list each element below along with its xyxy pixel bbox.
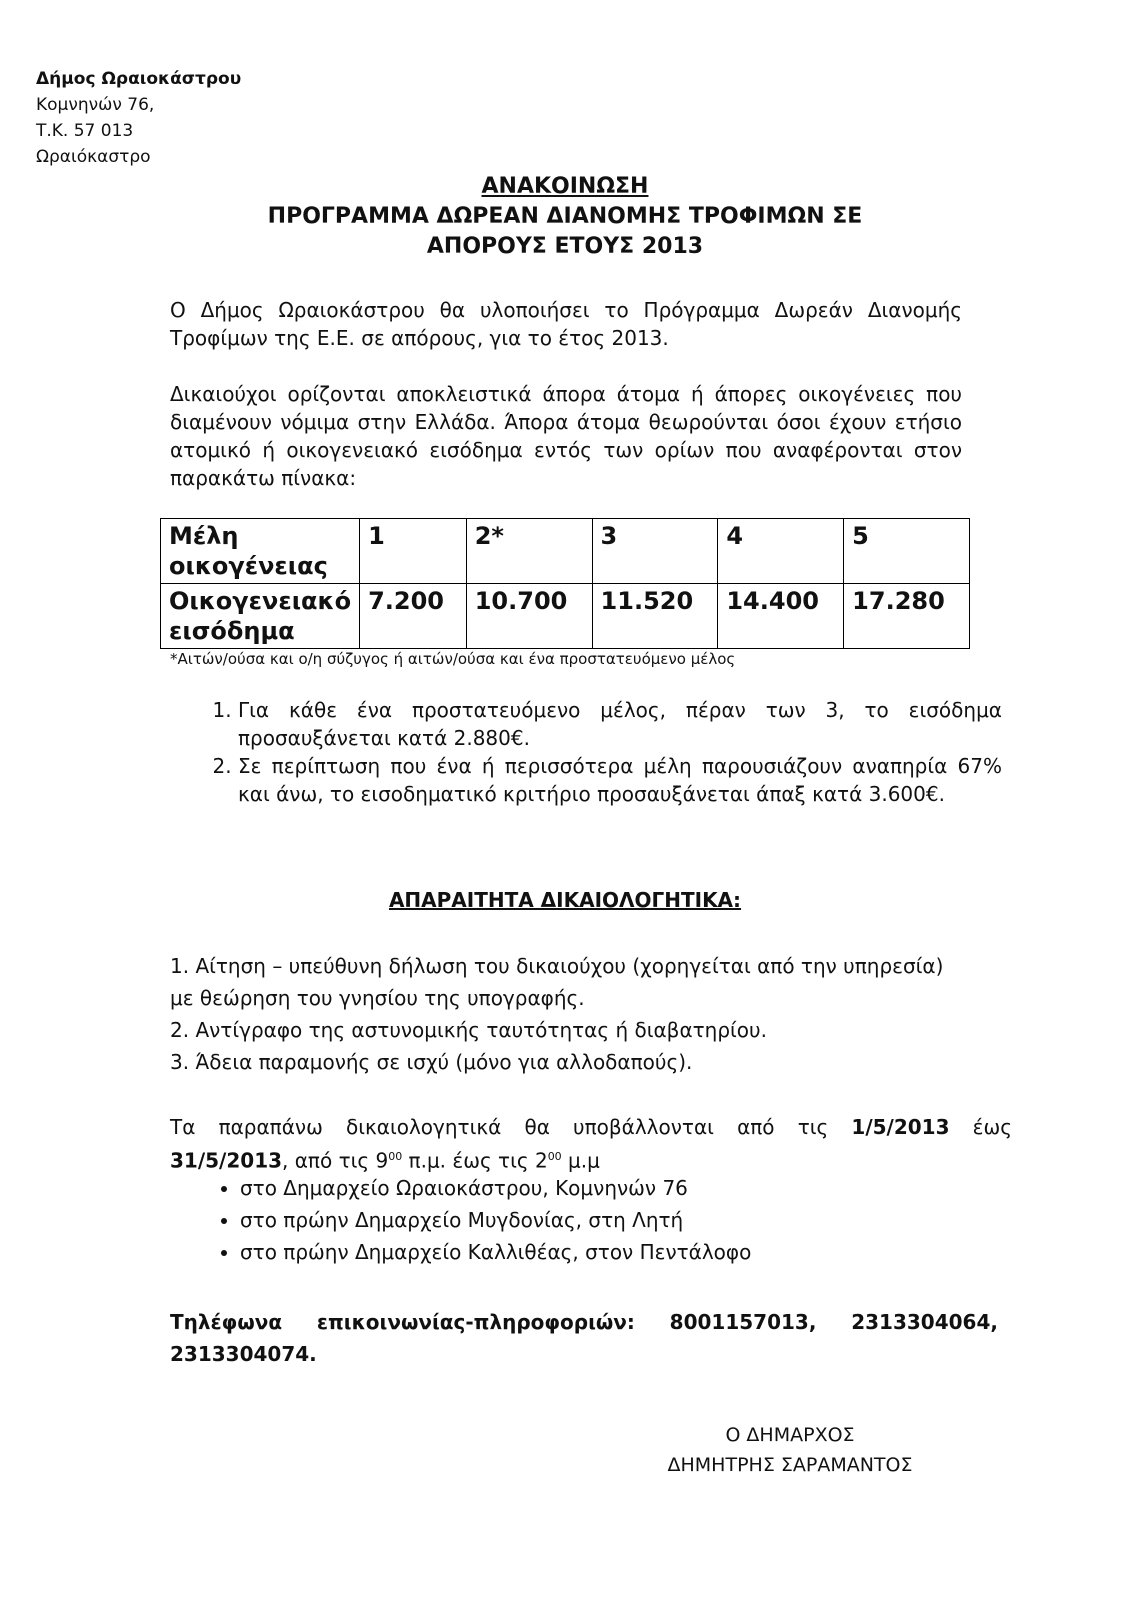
table-footnote: *Αιτών/ούσα και ο/η σύζυγος ή αιτών/ούσα και ένα προστατευόμενο μέλος: [170, 650, 736, 668]
word: από: [737, 1115, 775, 1139]
requirements-list: [170, 950, 970, 1078]
sender-block: [36, 66, 241, 170]
superscript: 00: [547, 1150, 562, 1163]
sender-city: Ωραιόκαστρο: [36, 147, 151, 167]
list-item: • στο πρώην Δημαρχείο Καλλιθέας, στον Πεντάλοφο: [240, 1236, 751, 1268]
notes-list: [200, 696, 1002, 808]
signature-block: [600, 1420, 980, 1480]
text-span: μ.μ: [561, 1148, 600, 1173]
text-span: , από τις 9: [282, 1148, 389, 1173]
sender-street: Κομνηνών 76,: [36, 95, 155, 115]
income-cell: 10.700: [466, 584, 592, 649]
contacts-label: Τηλέφωνα: [170, 1310, 283, 1334]
members-cell: 2*: [466, 519, 592, 584]
places-list: [206, 1172, 751, 1268]
intro-paragraph: Ο Δήμος Ωραιοκάστρου θα υλοποιήσει το Πρόγραμμα Δωρεάν Διανομής Τροφίμων της Ε.Ε. σε απόρους, για το έτος 2013.: [170, 298, 962, 350]
income-cell: 17.280: [844, 584, 970, 649]
deadline-line-2: [170, 1142, 1012, 1176]
list-item: 1. Αίτηση – υπεύθυνη δήλωση του δικαιούχου (χορηγείται από την υπηρεσία): [170, 954, 944, 978]
superscript: 00: [388, 1150, 403, 1163]
members-cell: 5: [844, 519, 970, 584]
phone-number: 2313304074.: [170, 1342, 317, 1366]
to-date: 31/5/2013: [170, 1148, 283, 1173]
table-header-cell: [161, 584, 360, 649]
list-item: 1. Για κάθε ένα προστατευόμενο μέλος, πέραν των 3, το εισόδημα προσαυξάνεται κατά 2.880€.: [238, 696, 1002, 752]
list-item: 3. Άδεια παραμονής σε ισχύ (μόνο για αλλοδαπούς).: [170, 1050, 693, 1074]
phone-number: 2313304064,: [851, 1310, 998, 1334]
income-cell: 11.520: [592, 584, 718, 649]
header-members-b: οικογένειας: [169, 552, 328, 580]
table-header-cell: [161, 519, 360, 584]
members-cell: 3: [592, 519, 718, 584]
word: τις: [797, 1115, 829, 1139]
header-members-a: Μέλη: [169, 522, 239, 550]
members-cell: 4: [718, 519, 844, 584]
deadline-paragraph: [170, 1112, 1012, 1176]
list-item: • στο πρώην Δημαρχείο Μυγδονίας, στη Λητή: [240, 1204, 751, 1236]
requirements-title: ΑΠΑΡΑΙΤΗΤΑ ΔΙΚΑΙΟΛΟΓΗΤΙΚΑ:: [388, 888, 742, 912]
contacts-line-1: [170, 1306, 998, 1338]
list-item: 2. Αντίγραφο της αστυνομικής ταυτότητας ή διαβατηρίου.: [170, 1018, 767, 1042]
word: έως: [972, 1115, 1012, 1139]
deadline-line-1: [170, 1112, 1012, 1142]
sender-postal: Τ.Κ. 57 013: [36, 121, 134, 141]
text-span: π.μ. έως τις 2: [402, 1148, 548, 1173]
list-item: • στο Δημαρχείο Ωραιοκάστρου, Κομνηνών 76: [240, 1172, 751, 1204]
word: θα: [524, 1115, 550, 1139]
word: υποβάλλονται: [573, 1115, 714, 1139]
income-cell: 7.200: [360, 584, 467, 649]
header-income-a: Οικογενειακό: [169, 587, 352, 615]
phone-number: 8001157013,: [669, 1310, 817, 1334]
from-date: 1/5/2013: [851, 1115, 950, 1139]
contacts-label-2: επικοινωνίας-πληροφοριών:: [316, 1310, 635, 1334]
sender-org: Δήμος Ωραιοκάστρου: [36, 69, 242, 89]
word: Τα: [170, 1115, 196, 1139]
members-cell: 1: [360, 519, 467, 584]
table-row: [161, 519, 970, 584]
document-title: [0, 172, 1130, 262]
word: παραπάνω: [218, 1115, 323, 1139]
list-item: 2. Σε περίπτωση που ένα ή περισσότερα μέλη παρουσιάζουν αναπηρία 67% και άνω, το εισοδηματικό κριτήριο προσαυξάνεται άπαξ κατά 3.600€.: [238, 752, 1002, 808]
header-income-b: εισόδημα: [169, 617, 295, 645]
contacts-block: [170, 1306, 998, 1370]
list-item: με θεώρηση του γνησίου της υπογραφής.: [170, 986, 585, 1010]
word: δικαιολογητικά: [345, 1115, 502, 1139]
table-row: [161, 584, 970, 649]
income-table: [160, 518, 970, 649]
title-line-1: ΑΝΑΚΟΙΝΩΣΗ: [481, 174, 649, 199]
eligibility-paragraph: Δικαιούχοι ορίζονται αποκλειστικά άπορα άτομα ή άπορες οικογένειες που διαμένουν νόμιμα στην Ελλάδα. Άπορα άτομα θεωρούνται όσοι έχουν ετήσιο ατομικό ή οικογενειακό εισόδημα εντός των ορίων που αναφέρονται στον παρακάτω πίνακα:: [170, 382, 962, 490]
title-line-2: ΠΡΟΓΡΑΜΜΑ ΔΩΡΕΑΝ ΔΙΑΝΟΜΗΣ ΤΡΟΦΙΜΩΝ ΣΕ: [267, 204, 863, 229]
signature-role: Ο ΔΗΜΑΡΧΟΣ: [725, 1424, 855, 1446]
signature-name: ΔΗΜΗΤΡΗΣ ΣΑΡΑΜΑΝΤΟΣ: [667, 1454, 913, 1476]
income-cell: 14.400: [718, 584, 844, 649]
title-line-3: ΑΠΟΡΟΥΣ ΕΤΟΥΣ 2013: [426, 234, 704, 259]
